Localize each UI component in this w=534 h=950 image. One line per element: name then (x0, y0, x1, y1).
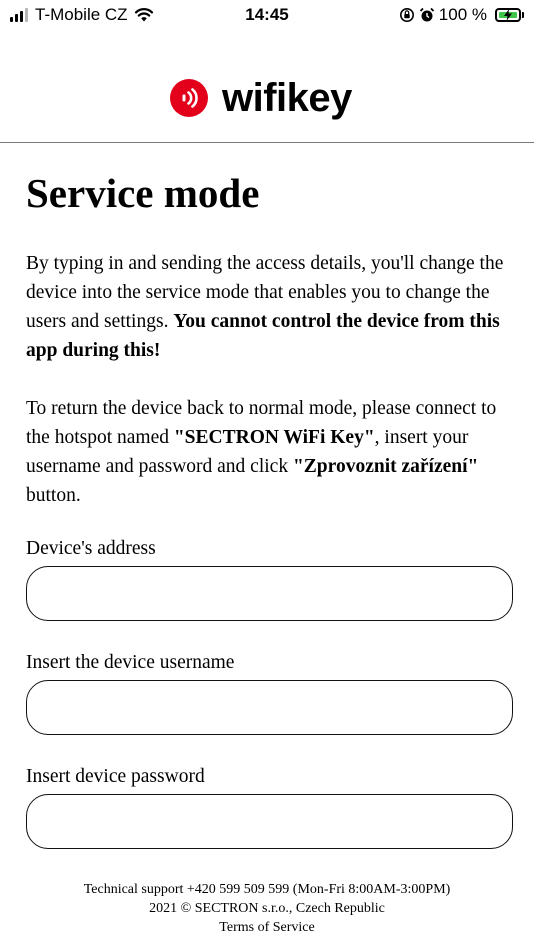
warning-text: You cannot control the device from this app during this! (26, 311, 500, 361)
logo-text: wifikey (222, 76, 352, 120)
wifikey-logo (170, 78, 352, 118)
device-password-label: Insert device password (26, 766, 205, 787)
technical-support-text: Technical support +420 599 509 599 (Mon-Fri 8:00AM-3:00PM) (83, 882, 451, 897)
page-title: Service mode (26, 170, 260, 216)
footer (0, 880, 534, 937)
clock: 14:45 (245, 5, 289, 24)
wifikey-logo-icon (170, 79, 208, 117)
copyright-text: 2021 © SECTRON s.r.o., Czech Republic (149, 901, 385, 916)
terms-of-service-link[interactable]: Terms of Service (219, 920, 315, 935)
app-header (0, 32, 534, 143)
battery-icon (495, 8, 524, 22)
status-bar-right (399, 5, 524, 25)
main-content (26, 165, 516, 849)
orientation-lock-icon (399, 7, 415, 23)
device-password-input[interactable] (26, 794, 513, 849)
device-username-label: Insert the device username (26, 652, 235, 673)
carrier-name: T-Mobile CZ (35, 5, 128, 24)
status-bar (0, 0, 534, 32)
alarm-icon (419, 7, 435, 23)
activate-button-name: "Zprovoznit zařízení" (292, 456, 479, 477)
device-address-label: Device's address (26, 538, 156, 559)
device-username-input[interactable] (26, 680, 513, 735)
service-mode-description: By typing in and sending the access details, you'll change the device into the service mode that enables you to change the users and settings. You cannot control the device from this app during this! (26, 253, 504, 361)
return-instructions: To return the device back to normal mode, please connect to the hotspot named "SECTRON WiFi Key", insert your username and password and click "Zprovoznit zařízení" button. (26, 398, 497, 506)
hotspot-name: "SECTRON WiFi Key" (173, 427, 375, 448)
battery-percentage: 100 % (438, 5, 487, 24)
device-address-input[interactable] (26, 566, 513, 621)
